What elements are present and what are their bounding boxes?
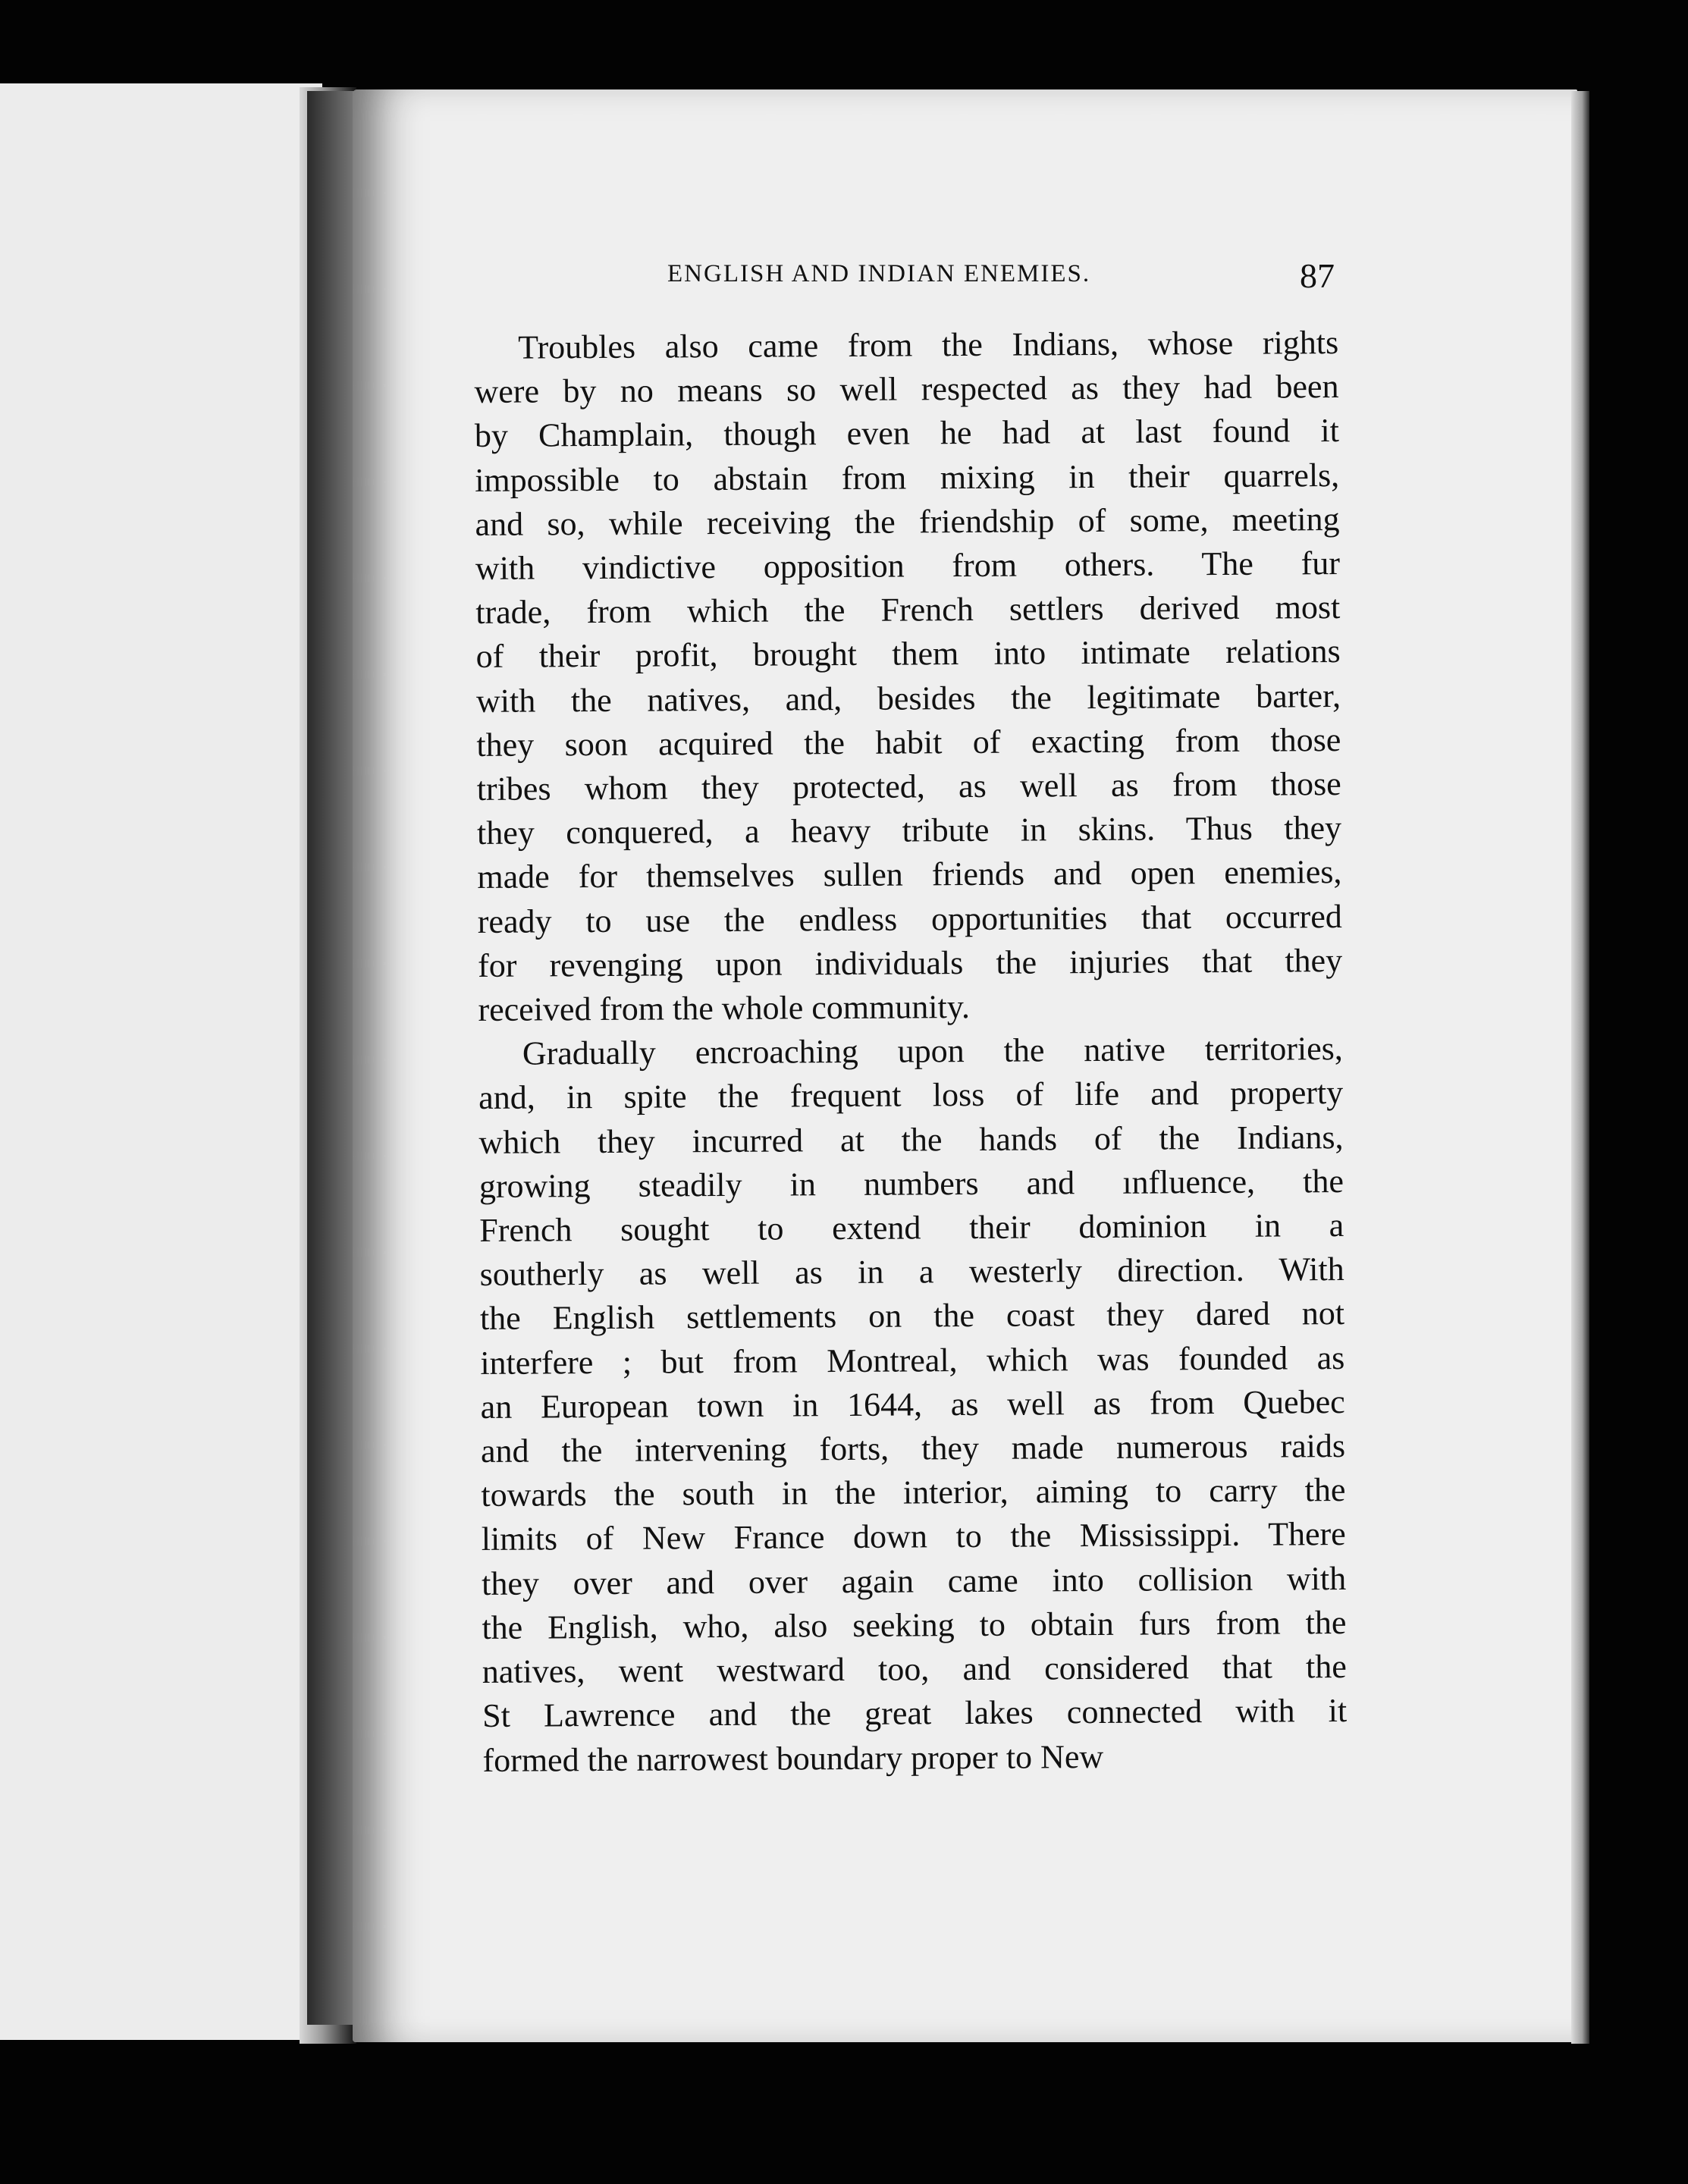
text-line: ready to use the endless opportunities that occurred <box>477 897 1342 940</box>
text-line: St Lawrence and the great lakes connected with it <box>482 1692 1348 1735</box>
text-line: Gradually encroaching upon the native territories, <box>522 1030 1343 1072</box>
text-line: which they incurred at the hands of the Indians, <box>478 1118 1344 1161</box>
text-line: they over and over again came into collision with <box>481 1559 1347 1602</box>
right-page-edge <box>1571 91 1589 2044</box>
text-line: impossible to abstain from mixing in their quarrels, <box>475 456 1340 499</box>
body-text <box>474 321 1348 1783</box>
text-line: the English settlements on the coast they dared not <box>479 1294 1345 1338</box>
text-line: towards the south in the interior, aiming to carry the <box>481 1471 1346 1514</box>
text-line: southerly as well as in a westerly direction. With <box>479 1250 1344 1294</box>
left-page <box>0 83 322 2040</box>
text-line: growing steadily in numbers and ınfluence, the <box>478 1162 1344 1205</box>
text-line: made for themselves sullen friends and open enemies, <box>477 853 1342 896</box>
text-line: they soon acquired the habit of exacting from those <box>476 720 1341 764</box>
paragraph <box>474 321 1343 1032</box>
text-line: were by no means so well respected as they had been <box>474 368 1339 411</box>
text-line: and the intervening forts, they made numerous raids <box>480 1427 1346 1470</box>
text-line: for revenging upon individuals the injuries that they <box>478 941 1343 984</box>
text-line: Troubles also came from the Indians, whose rights <box>518 324 1339 366</box>
text-line: with the natives, and, besides the legitimate barter, <box>475 676 1341 720</box>
scan-speck <box>1128 1923 1151 1956</box>
paragraph <box>478 1027 1348 1782</box>
text-line: natives, went westward too, and considered that the <box>482 1648 1347 1691</box>
text-line: interfere ; but from Montreal, which was founded as <box>480 1338 1345 1382</box>
text-line: formed the narrowest boundary proper to New <box>482 1737 1104 1779</box>
text-line: of their profit, brought them into intimate relations <box>475 632 1341 676</box>
text-line: the English, who, also seeking to obtain furs from the <box>482 1603 1347 1646</box>
running-head-title: ENGLISH AND INDIAN ENEMIES. <box>667 260 1091 287</box>
text-line: with vindictive opposition from others. The fur <box>475 544 1341 588</box>
scan-speck <box>1238 1941 1251 1956</box>
text-line: by Champlain, though even he had at last found it <box>474 412 1340 455</box>
text-line: an European town in 1644, as well as from Quebec <box>480 1382 1345 1426</box>
text-line: trade, from which the French settlers derived most <box>475 588 1341 632</box>
text-line: and so, while receiving the friendship of some, meeting <box>475 500 1340 543</box>
text-line: and, in spite the frequent loss of life and property <box>478 1074 1344 1117</box>
text-line: tribes whom they protected, as well as from those <box>476 765 1341 808</box>
text-line: they conquered, a heavy tribute in skins. Thus they <box>476 809 1342 852</box>
page-number: 87 <box>1300 256 1335 295</box>
text-line: received from the whole community. <box>478 988 971 1029</box>
text-line: limits of New France down to the Mississippi. There <box>481 1515 1346 1558</box>
text-line: French sought to extend their dominion in a <box>479 1207 1344 1250</box>
